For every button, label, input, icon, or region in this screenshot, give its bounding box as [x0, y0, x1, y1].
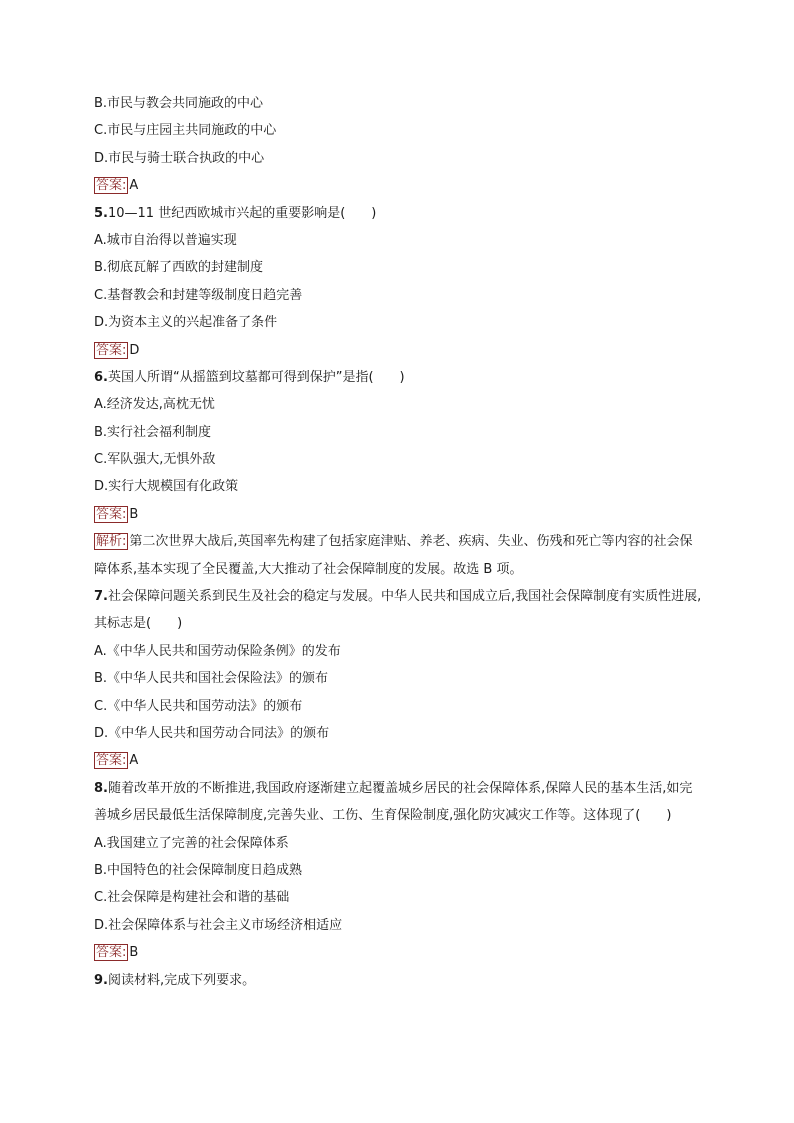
- question-text: 社会保障问题关系到民生及社会的稳定与发展。中华人民共和国成立后,我国社会保障制度有实质性进展,其标志是( ): [94, 589, 702, 632]
- answer-line: [94, 747, 704, 774]
- question-number: 8.: [94, 780, 108, 796]
- question-number: 9.: [94, 972, 108, 988]
- answer-label: 答案:: [96, 506, 127, 522]
- option-d: D.为资本主义的兴起准备了条件: [94, 315, 278, 331]
- question-text: 10—11 世纪西欧城市兴起的重要影响是( ): [107, 205, 377, 221]
- option-b: B.《中华人民共和国社会保险法》的颁布: [94, 671, 329, 687]
- question-stem: [94, 200, 704, 227]
- answer-label: 答案:: [96, 945, 127, 961]
- option-c: C.军队强大,无惧外敌: [94, 452, 216, 468]
- analysis-label: 解析:: [96, 534, 127, 550]
- option-d: D.市民与骑士联合执政的中心: [94, 150, 265, 166]
- option-a: A.城市自治得以普遍实现: [94, 232, 237, 248]
- answer-label: 答案:: [96, 753, 127, 769]
- option-b: B.彻底瓦解了西欧的封建制度: [94, 260, 264, 276]
- answer-value: B: [129, 506, 139, 522]
- answer-line: [94, 337, 704, 364]
- question-number: 5.: [94, 205, 108, 221]
- option-c: C.基督教会和封建等级制度日趋完善: [94, 287, 303, 303]
- option-b: B.实行社会福利制度: [94, 424, 212, 440]
- question-number: 6.: [94, 369, 108, 385]
- analysis-paragraph: [94, 528, 704, 583]
- analysis-text: 第二次世界大战后,英国率先构建了包括家庭津贴、养老、疾病、失业、伤残和死亡等内容的社会保障体系,基本实现了全民覆盖,大大推动了社会保障制度的发展。故选 B 项。: [94, 534, 693, 577]
- answer-value: B: [129, 945, 139, 961]
- option-b: B.中国特色的社会保障制度日趋成熟: [94, 863, 303, 879]
- question-text: 英国人所谓“从摇篮到坟墓都可得到保护”是指( ): [107, 369, 405, 385]
- answer-line: [94, 939, 704, 966]
- question-stem: [94, 967, 704, 994]
- question-text: 随着改革开放的不断推进,我国政府逐渐建立起覆盖城乡居民的社会保障体系,保障人民的基本生活,如完善城乡居民最低生活保障制度,完善失业、工伤、生育保险制度,强化防灾减灾工作等。这体现了( ): [94, 780, 693, 824]
- answer-label: 答案:: [96, 178, 127, 194]
- option-c: C.社会保障是构建社会和谐的基础: [94, 890, 290, 906]
- question-number: 7.: [94, 589, 108, 605]
- document-page: [94, 90, 704, 994]
- question-stem: [94, 775, 704, 830]
- answer-value: D: [129, 342, 140, 358]
- option-d: D.《中华人民共和国劳动合同法》的颁布: [94, 726, 330, 742]
- question-text: 阅读材料,完成下列要求。: [107, 972, 256, 988]
- option-d: D.实行大规模国有化政策: [94, 479, 239, 495]
- question-stem: [94, 364, 704, 391]
- option-c: C.《中华人民共和国劳动法》的颁布: [94, 698, 303, 714]
- option-a: A.《中华人民共和国劳动保险条例》的发布: [94, 643, 341, 659]
- option-d: D.社会保障体系与社会主义市场经济相适应: [94, 917, 343, 933]
- option-b: B.市民与教会共同施政的中心: [94, 96, 264, 111]
- answer-line: [94, 501, 704, 528]
- answer-value: A: [129, 178, 139, 194]
- option-a: A.我国建立了完善的社会保障体系: [94, 835, 289, 851]
- question-stem: [94, 583, 704, 638]
- option-a: A.经济发达,高枕无忧: [94, 397, 215, 413]
- answer-label: 答案:: [96, 342, 127, 358]
- answer-value: A: [129, 753, 139, 769]
- answer-line: [94, 172, 704, 199]
- option-c: C.市民与庄园主共同施政的中心: [94, 123, 277, 139]
